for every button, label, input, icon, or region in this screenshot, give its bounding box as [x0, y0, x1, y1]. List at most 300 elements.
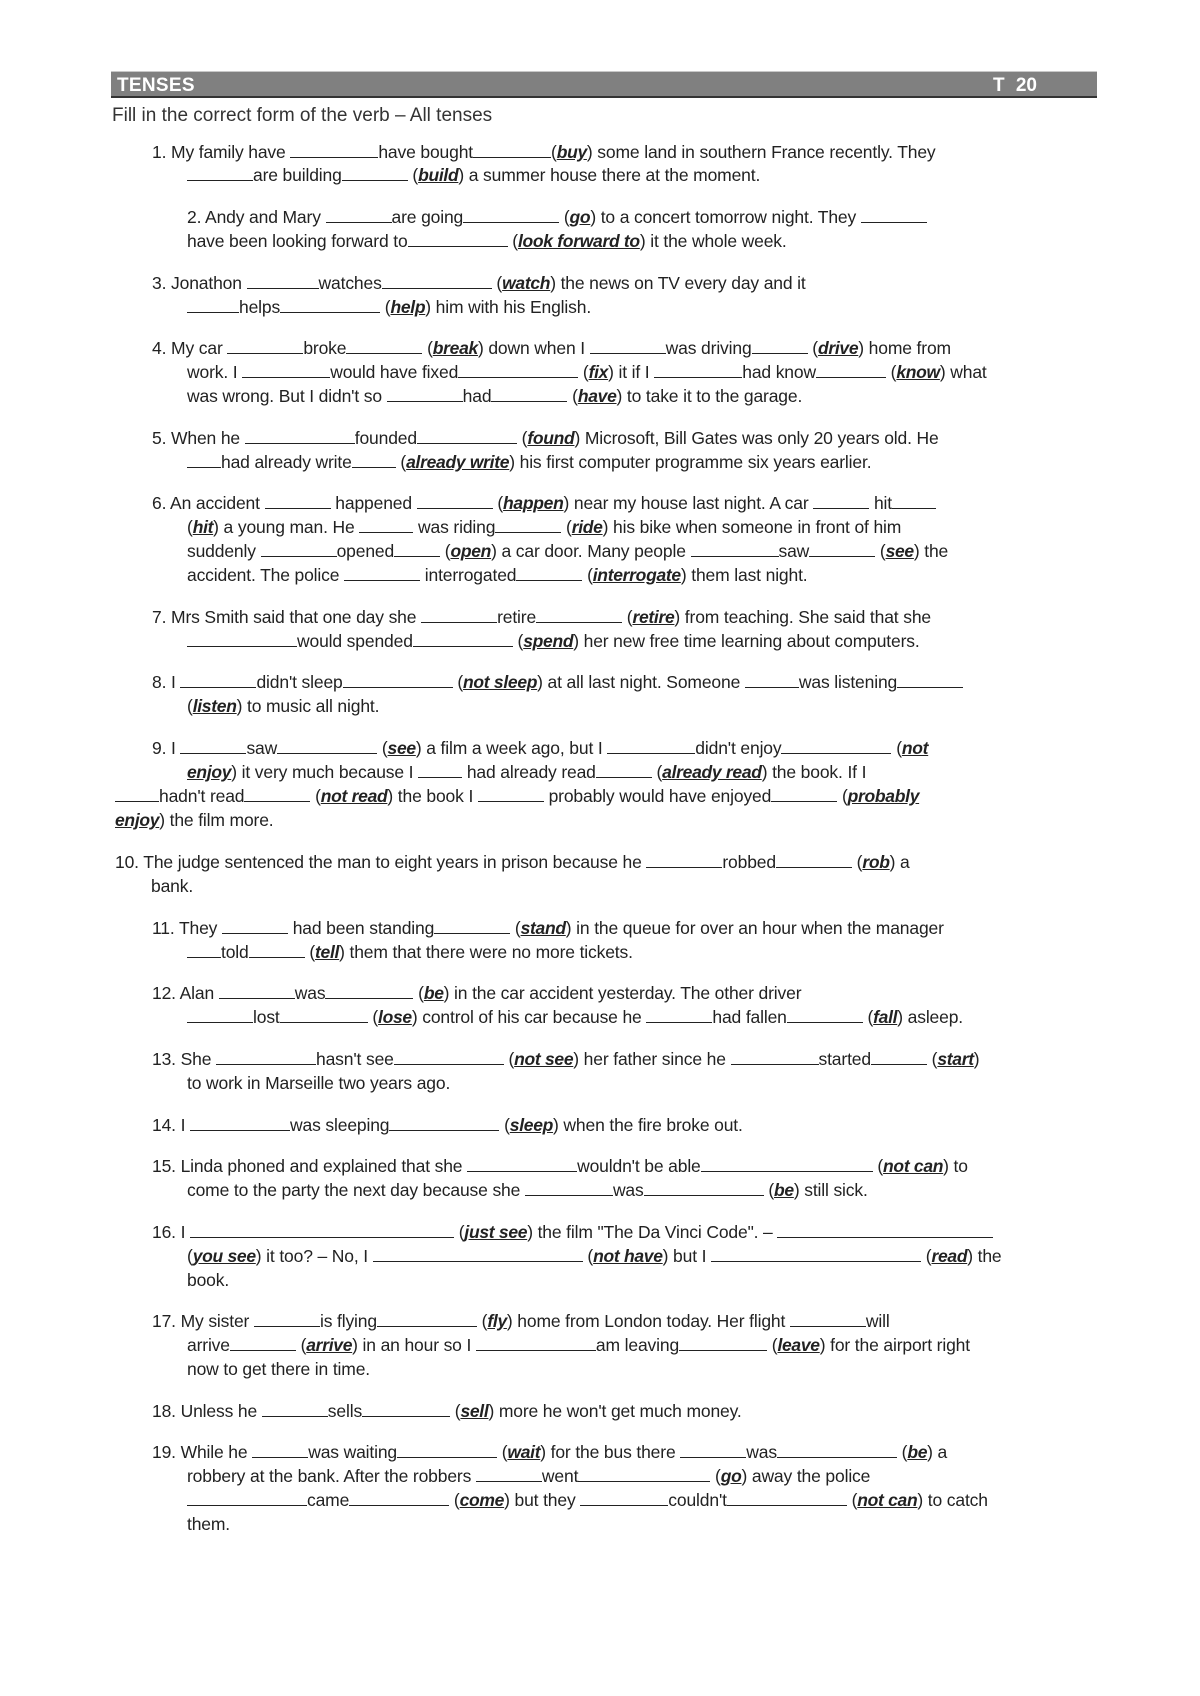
exercise-text: ) away the police	[741, 1466, 871, 1486]
answer-blank[interactable]	[389, 1115, 499, 1131]
exercise-text: was listening	[798, 672, 898, 692]
exercise-text: ) it if I	[608, 362, 655, 382]
verb-hint: not	[901, 738, 929, 758]
verb-hint: fly	[487, 1311, 507, 1331]
exercise-text: ) some land in southern France recently. They	[586, 142, 936, 162]
answer-blank[interactable]	[222, 918, 288, 934]
answer-blank[interactable]	[646, 852, 722, 868]
exercise-text: 17. My sister	[152, 1311, 254, 1331]
exercise-text: ) it very much because I	[231, 762, 419, 782]
exercise-line	[187, 1465, 870, 1488]
answer-blank[interactable]	[417, 428, 517, 444]
exercise-line	[152, 337, 951, 360]
exercise-text: 12. Alan	[152, 983, 219, 1003]
exercise-text: (	[395, 452, 407, 472]
exercise-line	[152, 1114, 743, 1137]
exercise-text: (	[454, 1222, 465, 1242]
answer-blank[interactable]	[516, 565, 582, 581]
exercise-text: 14. I	[152, 1115, 191, 1135]
exercise-text: ) near my house last night. A car	[563, 493, 814, 513]
answer-blank[interactable]	[418, 762, 462, 778]
exercise-text: was	[294, 983, 326, 1003]
answer-blank[interactable]	[478, 786, 544, 802]
answer-blank[interactable]	[679, 1335, 767, 1351]
verb-hint: see	[885, 541, 914, 561]
exercise-text: bank.	[151, 876, 194, 896]
exercise-text: ) the book I	[387, 786, 478, 806]
exercise-text: When he	[171, 428, 245, 448]
exercise-text: came	[307, 1490, 350, 1510]
answer-blank[interactable]	[394, 1049, 504, 1065]
exercise-line	[152, 917, 944, 940]
answer-blank[interactable]	[473, 142, 551, 158]
answer-blank[interactable]	[187, 942, 221, 958]
verb-hint: not have	[593, 1246, 663, 1266]
answer-blank[interactable]	[421, 607, 497, 623]
answer-blank[interactable]	[777, 1222, 993, 1238]
exercise-text: was driving	[665, 338, 752, 358]
exercise-text: (	[567, 386, 578, 406]
answer-blank[interactable]	[245, 428, 355, 444]
answer-blank[interactable]	[463, 207, 559, 223]
answer-blank[interactable]	[244, 786, 310, 802]
answer-blank[interactable]	[377, 1311, 477, 1327]
answer-blank[interactable]	[346, 338, 422, 354]
verb-hint: fall	[873, 1007, 898, 1027]
exercise-line	[187, 1489, 988, 1512]
verb-hint: ride	[571, 517, 603, 537]
exercise-text: hadn't read	[159, 786, 245, 806]
exercise-text: ) it the whole week.	[639, 231, 787, 251]
exercise-text: was sleeping	[290, 1115, 390, 1135]
answer-blank[interactable]	[290, 142, 378, 158]
exercise-line	[187, 451, 871, 474]
exercise-text: (	[651, 762, 663, 782]
exercise-text: ) in an hour so I	[352, 1335, 476, 1355]
exercise-text: (	[891, 738, 902, 758]
exercise-text: work. I	[187, 362, 243, 382]
exercise-line	[187, 1179, 868, 1202]
verb-hint: not can	[857, 1490, 918, 1510]
exercise-line	[187, 516, 901, 539]
exercise-text: opened	[336, 541, 395, 561]
answer-blank[interactable]	[777, 1442, 897, 1458]
exercise-text: Mrs Smith said that one day she	[171, 607, 422, 627]
exercise-text: had already write	[221, 452, 352, 472]
worksheet-code: T 20	[992, 75, 1037, 96]
exercise-text: (	[476, 1311, 488, 1331]
verb-hint: come	[459, 1490, 505, 1510]
answer-blank[interactable]	[180, 738, 246, 754]
answer-blank[interactable]	[578, 1466, 710, 1482]
exercise-text: (	[450, 1401, 461, 1421]
exercise-text: started	[818, 1049, 871, 1069]
answer-blank[interactable]	[458, 362, 578, 378]
answer-blank[interactable]	[781, 738, 891, 754]
exercise-text: (	[452, 672, 464, 692]
verb-hint: found	[527, 428, 575, 448]
answer-blank[interactable]	[216, 1049, 316, 1065]
exercise-line	[187, 695, 379, 718]
answer-blank[interactable]	[644, 1180, 764, 1196]
exercise-text: 7.	[152, 607, 172, 627]
exercise-text: 11. They	[152, 918, 222, 938]
exercise-text: is flying	[319, 1311, 377, 1331]
exercise-text: 9.	[152, 738, 172, 758]
answer-blank[interactable]	[897, 672, 963, 688]
exercise-text: now to get there in time.	[187, 1359, 371, 1379]
answer-blank[interactable]	[115, 786, 159, 802]
exercise-text: ) what	[939, 362, 987, 382]
exercise-text: ) more he won't get much money.	[488, 1401, 742, 1421]
answer-blank[interactable]	[265, 493, 331, 509]
verb-hint: enjoy	[115, 810, 160, 830]
exercise-line	[187, 385, 802, 408]
exercise-text: ) for the bus there	[540, 1442, 681, 1462]
answer-blank[interactable]	[242, 362, 330, 378]
answer-blank[interactable]	[254, 1311, 320, 1327]
answer-blank[interactable]	[326, 207, 392, 223]
answer-blank[interactable]	[790, 1311, 866, 1327]
exercise-text: ) her new free time learning about computers.	[573, 631, 920, 651]
exercise-text: ) in the queue for over an hour when the manager	[565, 918, 944, 938]
answer-blank[interactable]	[344, 565, 420, 581]
exercise-text: ) to take it to the garage.	[616, 386, 803, 406]
exercise-text: (	[846, 1490, 858, 1510]
answer-blank[interactable]	[417, 493, 493, 509]
exercise-line	[187, 1334, 970, 1357]
exercise-line	[115, 809, 274, 832]
answer-blank[interactable]	[373, 1246, 583, 1262]
verb-hint: read	[931, 1246, 968, 1266]
exercise-text: broke	[303, 338, 347, 358]
answer-blank[interactable]	[691, 541, 779, 557]
exercise-text: have been looking forward to	[187, 231, 408, 251]
exercise-text: will	[865, 1311, 890, 1331]
answer-blank[interactable]	[745, 672, 799, 688]
exercise-text: saw	[778, 541, 810, 561]
exercise-text: ) a young man. He	[213, 517, 360, 537]
exercise-text: accident. The police	[187, 565, 345, 585]
verb-hint: look forward to	[517, 231, 640, 251]
exercise-text: I	[171, 738, 181, 758]
answer-blank[interactable]	[187, 631, 297, 647]
section-header-bar	[111, 71, 1097, 98]
instructions: Fill in the correct form of the verb – All tenses	[112, 105, 493, 126]
exercise-line	[152, 141, 936, 164]
exercise-text: watches	[318, 273, 382, 293]
exercise-text: I	[171, 672, 181, 692]
answer-blank[interactable]	[892, 493, 936, 509]
exercise-text: ) his bike when someone in front of him	[602, 517, 902, 537]
exercise-text: (	[885, 362, 897, 382]
exercise-text: (	[413, 983, 424, 1003]
verb-hint: drive	[817, 338, 859, 358]
exercise-text: couldn't	[668, 1490, 727, 1510]
exercise-text: (	[516, 428, 528, 448]
answer-blank[interactable]	[190, 1115, 290, 1131]
exercise-text: (	[512, 631, 524, 651]
exercise-text: interrogated	[420, 565, 517, 585]
exercise-text: ) the film more.	[159, 810, 274, 830]
exercise-line	[152, 1310, 890, 1333]
exercise-text: (	[440, 541, 451, 561]
exercise-text: (	[187, 696, 193, 716]
exercise-text: was	[746, 1442, 777, 1462]
exercise-text: ) them that there were no more tickets.	[339, 942, 633, 962]
exercise-text: (	[926, 1049, 938, 1069]
exercise-text: (	[510, 918, 521, 938]
exercise-line	[187, 1245, 1002, 1268]
answer-blank[interactable]	[525, 1180, 613, 1196]
verb-hint: go	[720, 1466, 742, 1486]
answer-blank[interactable]	[247, 273, 319, 289]
answer-blank[interactable]	[397, 1442, 497, 1458]
answer-blank[interactable]	[280, 1007, 368, 1023]
exercise-line	[187, 941, 633, 964]
verb-hint: help	[390, 297, 426, 317]
answer-blank[interactable]	[382, 273, 492, 289]
answer-blank[interactable]	[342, 165, 408, 181]
exercise-text: ) from teaching. She said that she	[674, 607, 931, 627]
answer-blank[interactable]	[771, 786, 837, 802]
answer-blank[interactable]	[325, 983, 413, 999]
exercise-line	[187, 164, 760, 187]
answer-blank[interactable]	[871, 1049, 927, 1065]
answer-blank[interactable]	[359, 517, 413, 533]
verb-hint: lose	[378, 1007, 412, 1027]
answer-blank[interactable]	[352, 452, 396, 468]
exercise-text: ) asleep.	[897, 1007, 964, 1027]
exercise-text: would have fixed	[330, 362, 459, 382]
answer-blank[interactable]	[413, 631, 513, 647]
exercise-line	[152, 1221, 993, 1244]
exercise-text: are building	[253, 165, 342, 185]
exercise-text: (	[767, 1335, 778, 1355]
answer-blank[interactable]	[230, 1335, 296, 1351]
exercise-line	[187, 206, 927, 229]
exercise-text: 19. While he	[152, 1442, 253, 1462]
exercise-text: 2. Andy and Mary	[187, 207, 326, 227]
exercise-text: lost	[253, 1007, 280, 1027]
exercise-text: ) Microsoft, Bill Gates was only 20 years old. He	[574, 428, 939, 448]
exercise-text: wouldn't be able	[577, 1156, 701, 1176]
exercise-text: saw	[246, 738, 278, 758]
exercise-text: was waiting	[308, 1442, 398, 1462]
exercise-text: ) when the fire broke out.	[553, 1115, 743, 1135]
answer-blank[interactable]	[727, 1490, 847, 1506]
exercise-text: happened	[330, 493, 417, 513]
answer-blank[interactable]	[349, 1490, 449, 1506]
answer-blank[interactable]	[680, 1442, 746, 1458]
verb-hint: be	[907, 1442, 928, 1462]
exercise-line	[152, 737, 928, 760]
exercise-line	[152, 492, 936, 515]
exercise-line	[187, 761, 866, 784]
verb-hint: start	[937, 1049, 974, 1069]
exercise-text: 1.	[152, 142, 172, 162]
verb-hint: stand	[520, 918, 566, 938]
answer-blank[interactable]	[187, 1490, 307, 1506]
exercise-text: sells	[327, 1401, 363, 1421]
exercise-text: retire	[497, 607, 537, 627]
answer-blank[interactable]	[701, 1156, 873, 1172]
exercise-line	[115, 851, 910, 874]
exercise-text: (	[187, 517, 193, 537]
answer-blank[interactable]	[752, 338, 808, 354]
answer-blank[interactable]	[580, 1490, 668, 1506]
exercise-text: An accident	[170, 493, 265, 513]
exercise-text: (	[310, 786, 321, 806]
exercise-text: (	[367, 1007, 379, 1027]
answer-blank[interactable]	[343, 672, 453, 688]
answer-blank[interactable]	[607, 738, 695, 754]
verb-hint: sleep	[509, 1115, 554, 1135]
exercise-text: (	[578, 362, 589, 382]
exercise-text: 13. She	[152, 1049, 216, 1069]
answer-blank[interactable]	[187, 297, 239, 313]
exercise-text: didn't enjoy	[695, 738, 782, 758]
answer-blank[interactable]	[536, 607, 622, 623]
exercise-text: (	[921, 1246, 932, 1266]
exercise-text: 18. Unless he	[152, 1401, 262, 1421]
answer-blank[interactable]	[408, 231, 508, 247]
verb-hint: break	[432, 338, 478, 358]
exercise-text: (	[380, 297, 391, 317]
answer-blank[interactable]	[394, 541, 440, 557]
answer-blank[interactable]	[861, 207, 927, 223]
exercise-text: (	[582, 565, 593, 585]
exercise-text: robbed	[722, 852, 776, 872]
answer-blank[interactable]	[495, 517, 561, 533]
verb-hint: not can	[883, 1156, 944, 1176]
answer-blank[interactable]	[813, 493, 869, 509]
exercise-text: am leaving	[595, 1335, 680, 1355]
exercise-text: (	[872, 1156, 884, 1176]
verb-hint: go	[569, 207, 591, 227]
answer-blank[interactable]	[180, 672, 256, 688]
verb-hint: open	[450, 541, 492, 561]
answer-blank[interactable]	[262, 1401, 328, 1417]
exercise-text: helps	[239, 297, 281, 317]
answer-blank[interactable]	[476, 1335, 596, 1351]
exercise-text: 16. I	[152, 1222, 191, 1242]
exercise-text: 5.	[152, 428, 172, 448]
verb-hint: just see	[464, 1222, 528, 1242]
answer-blank[interactable]	[280, 297, 380, 313]
answer-blank[interactable]	[646, 1007, 712, 1023]
exercise-text: would spended	[297, 631, 413, 651]
answer-blank[interactable]	[219, 983, 295, 999]
answer-blank[interactable]	[711, 1246, 921, 1262]
answer-blank[interactable]	[731, 1049, 819, 1065]
answer-blank[interactable]	[387, 386, 463, 402]
answer-blank[interactable]	[476, 1466, 542, 1482]
exercise-text: told	[221, 942, 249, 962]
exercise-text: 4.	[152, 338, 172, 358]
verb-hint: tell	[315, 942, 340, 962]
answer-blank[interactable]	[252, 1442, 308, 1458]
verb-hint: build	[418, 165, 459, 185]
answer-blank[interactable]	[249, 942, 305, 958]
answer-blank[interactable]	[596, 762, 652, 778]
exercise-text: to work in Marseille two years ago.	[187, 1073, 451, 1093]
exercise-text: ) home from	[858, 338, 951, 358]
exercise-text: had fallen	[712, 1007, 787, 1027]
exercise-text: ) but they	[504, 1490, 581, 1510]
exercise-text: had know	[742, 362, 816, 382]
answer-blank[interactable]	[187, 452, 221, 468]
answer-blank[interactable]	[654, 362, 742, 378]
verb-hint: you see	[192, 1246, 256, 1266]
exercise-text: (	[295, 1335, 307, 1355]
exercise-text: ) control of his car because he	[411, 1007, 647, 1027]
exercise-text: (	[499, 1115, 510, 1135]
exercise-text: (	[304, 942, 316, 962]
verb-hint: probably	[847, 786, 920, 806]
answer-blank[interactable]	[227, 338, 303, 354]
exercise-text: ) it too? – No, I	[255, 1246, 373, 1266]
exercise-line	[152, 1441, 947, 1464]
verb-hint: buy	[556, 142, 587, 162]
verb-hint: already write	[406, 452, 510, 472]
exercise-text: 10. The judge sentenced the man to eight years in prison because he	[115, 852, 647, 872]
answer-blank[interactable]	[776, 852, 852, 868]
exercise-text: are going	[391, 207, 464, 227]
answer-blank[interactable]	[434, 918, 510, 934]
exercise-text: ) his first computer programme six years earlier.	[509, 452, 872, 472]
exercise-text: ) the	[913, 541, 949, 561]
exercise-line	[152, 272, 806, 295]
exercise-text: My family have	[171, 142, 291, 162]
answer-blank[interactable]	[590, 338, 666, 354]
answer-blank[interactable]	[467, 1156, 577, 1172]
exercise-text: (	[763, 1180, 774, 1200]
answer-blank[interactable]	[277, 738, 377, 754]
exercise-text: hasn't see	[316, 1049, 394, 1069]
exercise-text: My car	[171, 338, 228, 358]
exercise-text: (	[407, 165, 419, 185]
exercise-text: ) the book. If I	[761, 762, 867, 782]
answer-blank[interactable]	[190, 1222, 454, 1238]
exercise-text: suddenly	[187, 541, 261, 561]
answer-blank[interactable]	[491, 386, 567, 402]
answer-blank[interactable]	[187, 1007, 253, 1023]
verb-hint: listen	[192, 696, 237, 716]
exercise-line	[187, 296, 591, 319]
answer-blank[interactable]	[362, 1401, 450, 1417]
exercise-text: (	[559, 207, 570, 227]
exercise-text: ) for the airport right	[819, 1335, 970, 1355]
exercise-text: ) a car door. Many people	[491, 541, 691, 561]
verb-hint: watch	[502, 273, 551, 293]
answer-blank[interactable]	[809, 541, 875, 557]
verb-hint: not sleep	[463, 672, 538, 692]
exercise-text: 8.	[152, 672, 172, 692]
answer-blank[interactable]	[187, 165, 253, 181]
exercise-text: ) in the car accident yesterday. The other driver	[443, 983, 802, 1003]
exercise-text: (	[561, 517, 572, 537]
answer-blank[interactable]	[261, 541, 337, 557]
exercise-text: ) down when I	[477, 338, 590, 358]
exercise-text: hit	[869, 493, 892, 513]
exercise-line	[115, 785, 919, 808]
exercise-text: ) but I	[662, 1246, 712, 1266]
exercise-text: ) to music all night.	[236, 696, 380, 716]
verb-hint: arrive	[306, 1335, 353, 1355]
answer-blank[interactable]	[816, 362, 886, 378]
answer-blank[interactable]	[787, 1007, 863, 1023]
